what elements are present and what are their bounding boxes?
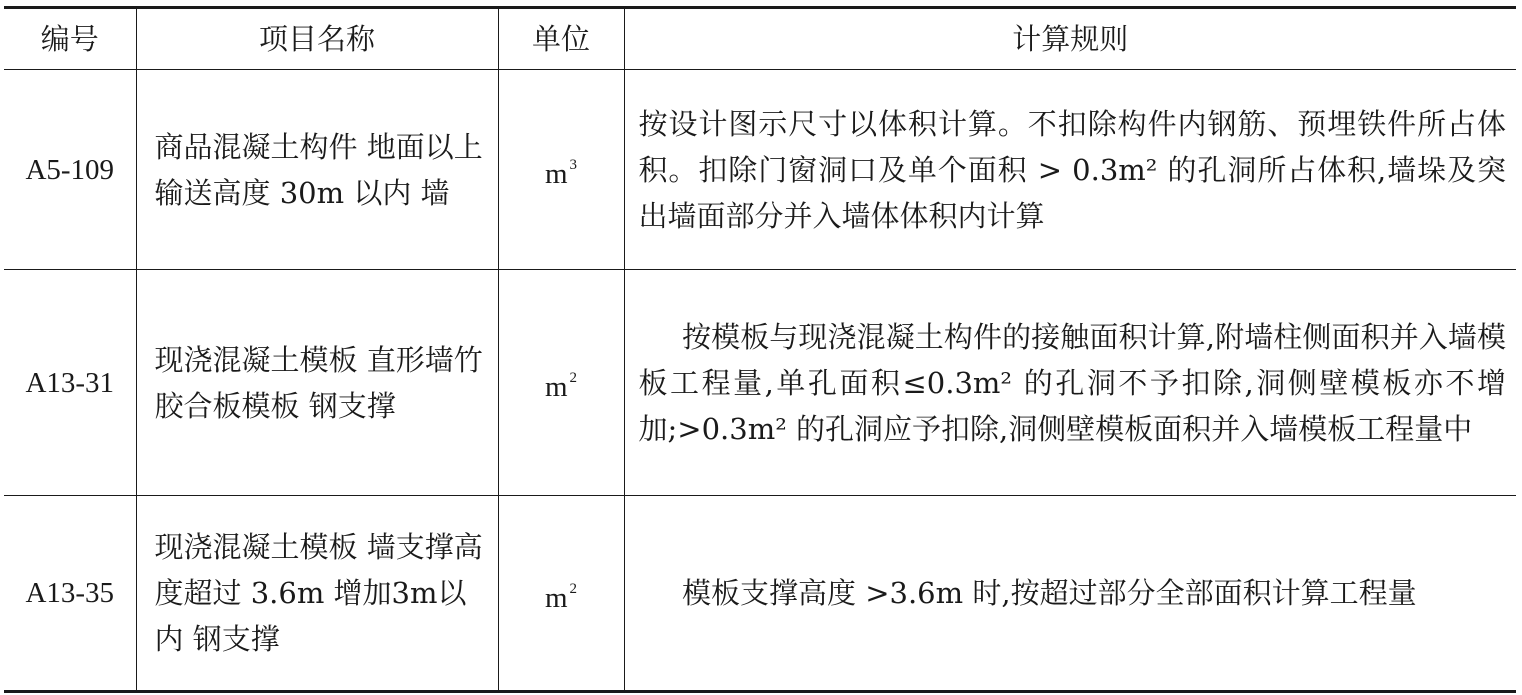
row-name: 商品混凝土构件 地面以上输送高度 30m 以内 墙 [136, 70, 498, 270]
header-unit: 单位 [498, 8, 624, 70]
table-row [4, 70, 1516, 270]
row-unit [498, 270, 624, 496]
row-code: A13-31 [4, 270, 136, 496]
row-rule: 按模板与现浇混凝土构件的接触面积计算,附墙柱侧面积并入墙模板工程量,单孔面积≤0.3m² 的孔洞不予扣除,洞侧壁模板亦不增加;>0.3m² 的孔洞应予扣除,洞侧壁模板面积并入墙模板工程量中 [624, 270, 1516, 496]
row-code: A5-109 [4, 70, 136, 270]
unit-base: m [544, 371, 568, 403]
unit-exponent: 3 [569, 157, 578, 173]
table-row [4, 270, 1516, 496]
unit-base: m [544, 158, 568, 190]
unit-exponent: 2 [569, 580, 578, 597]
row-code: A13-35 [4, 496, 136, 692]
calculation-rules-table [4, 6, 1516, 693]
unit-exponent: 2 [569, 370, 578, 386]
row-name: 现浇混凝土模板 墙支撑高度超过 3.6m 增加3m以内 钢支撑 [136, 496, 498, 692]
table-header-row [4, 8, 1516, 70]
row-rule: 按设计图示尺寸以体积计算。不扣除构件内钢筋、预埋铁件所占体积。扣除门窗洞口及单个面积 > 0.3m² 的孔洞所占体积,墙垛及突出墙面部分并入墙体体积内计算 [624, 70, 1516, 270]
row-unit [498, 70, 624, 270]
header-name: 项目名称 [136, 8, 498, 70]
row-unit [498, 496, 624, 692]
header-rule: 计算规则 [624, 8, 1516, 70]
table-row [4, 496, 1516, 692]
row-rule: 模板支撑高度 >3.6m 时,按超过部分全部面积计算工程量 [624, 496, 1516, 692]
unit-base: m [544, 581, 568, 614]
header-code: 编号 [4, 8, 136, 70]
row-name: 现浇混凝土模板 直形墙竹胶合板模板 钢支撑 [136, 270, 498, 496]
